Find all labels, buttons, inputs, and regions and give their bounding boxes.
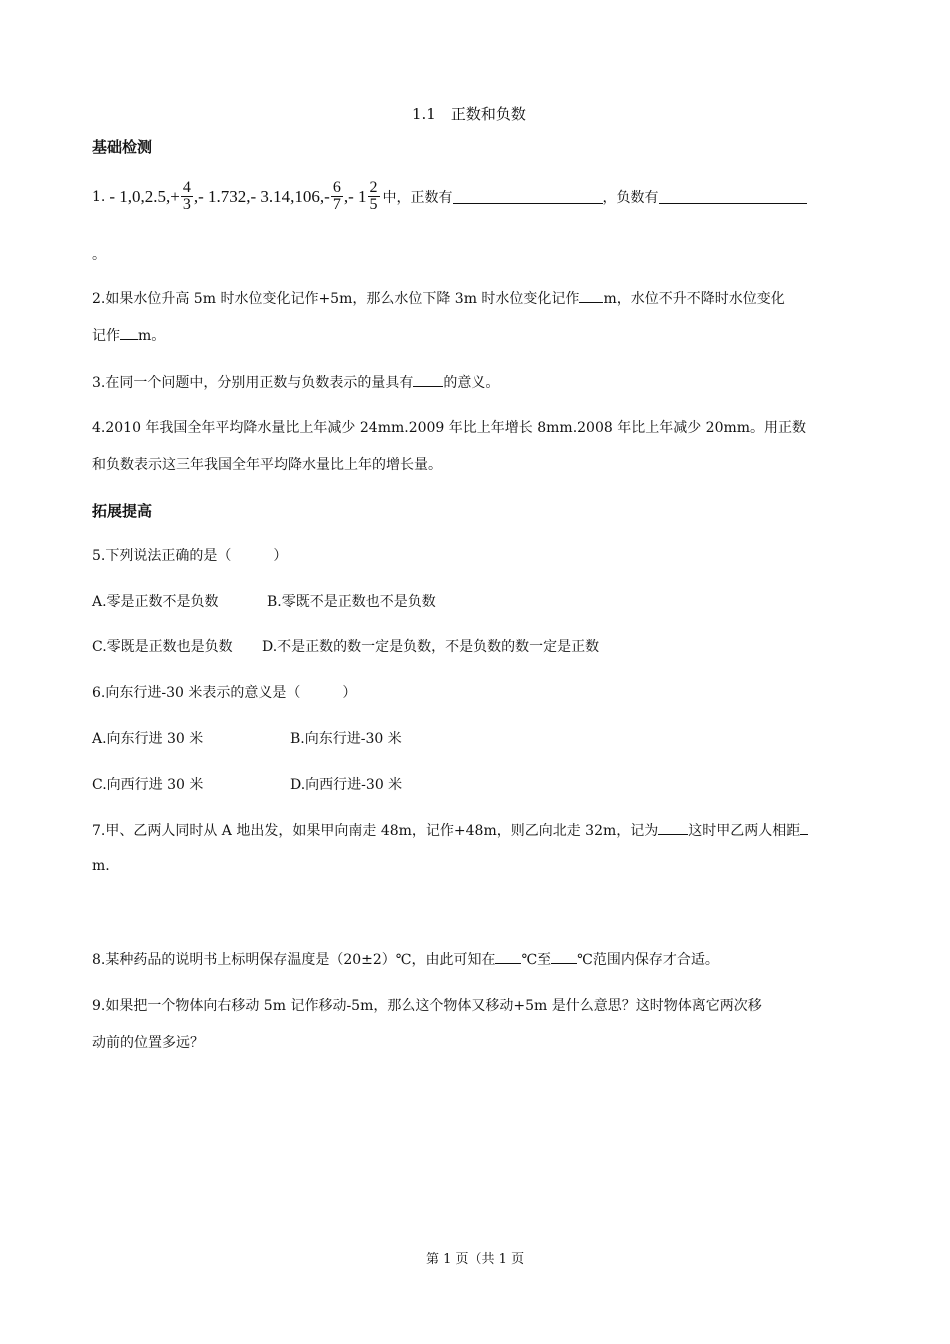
q1-fraction-6-7: $\frac{6}{7}$ bbox=[332, 179, 341, 213]
q5-option-a[interactable]: A.零是正数不是负数 bbox=[92, 594, 219, 610]
q2-blank-2[interactable] bbox=[120, 326, 138, 340]
question-7-line-2: m. bbox=[92, 858, 110, 874]
q7-blank-1[interactable] bbox=[658, 821, 688, 835]
q5-option-d[interactable]: D.不是正数的数一定是负数，不是负数的数一定是正数 bbox=[262, 639, 600, 655]
section-heading-basic: 基础检测 bbox=[92, 138, 153, 156]
question-8: 8.某种药品的说明书上标明保存温度是（20±2）℃，由此可知在 ℃至 ℃范围内保存才合适。 bbox=[92, 952, 719, 968]
q1-positive-blank[interactable] bbox=[453, 190, 603, 204]
question-6-stem: 6.向东行进-30 米表示的意义是（ ） bbox=[92, 685, 357, 701]
q6-option-d[interactable]: D.向西行进-30 米 bbox=[290, 777, 403, 793]
q1-fraction-4-3: $\frac{4}{3}$ bbox=[182, 179, 191, 213]
question-9-line-2: 动前的位置多远？ bbox=[92, 1035, 204, 1051]
q2-blank-1[interactable] bbox=[579, 289, 603, 303]
question-4-line-1: 4.2010 年我国全年平均降水量比上年减少 24mm.2009 年比上年增长 8mm.2008 年比上年减少 20mm。用正数 bbox=[92, 420, 807, 436]
question-1 bbox=[92, 180, 807, 213]
question-1-number: 1. bbox=[92, 188, 106, 205]
q8-blank-2[interactable] bbox=[551, 950, 577, 964]
q3-blank[interactable] bbox=[413, 373, 443, 387]
q5-option-b[interactable]: B.零既不是正数也不是负数 bbox=[267, 594, 436, 610]
question-7-line-1: 7.甲、乙两人同时从 A 地出发，如果甲向南走 48m，记作+48m，则乙向北走 32m，记为 这时甲乙两人相距 bbox=[92, 820, 808, 840]
q1-expression-part-a: - 1,0,2.5,+ bbox=[109, 186, 180, 206]
q7-blank-2[interactable] bbox=[800, 821, 808, 835]
section-heading-extension: 拓展提高 bbox=[92, 502, 153, 520]
q1-text-negative: ，负数有 bbox=[602, 189, 659, 206]
page-footer: 第 1 页（共 1 页 bbox=[426, 1252, 525, 1267]
question-5-stem: 5.下列说法正确的是（ ） bbox=[92, 548, 288, 564]
q6-option-c[interactable]: C.向西行进 30 米 bbox=[92, 777, 204, 793]
q1-text-positive: 中，正数有 bbox=[382, 189, 453, 206]
q6-option-b[interactable]: B.向东行进-30 米 bbox=[290, 731, 402, 747]
q1-negative-blank[interactable] bbox=[659, 190, 807, 204]
q5-option-c[interactable]: C.零既是正数也是负数 bbox=[92, 639, 233, 655]
q1-expression-part-b: ,- 1.732,- 3.14,106,- bbox=[193, 186, 330, 206]
question-3: 3.在同一个问题中，分别用正数与负数表示的量具有 的意义。 bbox=[92, 375, 500, 391]
question-4-line-2: 和负数表示这三年我国全年平均降水量比上年的增长量。 bbox=[92, 457, 442, 473]
page-title: 1.1 正数和负数 bbox=[412, 105, 526, 123]
q1-fraction-2-5: $\frac{2}{5}$ bbox=[369, 179, 378, 213]
question-2-line-2: 记作 m。 bbox=[92, 328, 166, 344]
q6-option-a[interactable]: A.向东行进 30 米 bbox=[92, 731, 204, 747]
question-9-line-1: 9.如果把一个物体向右移动 5m 记作移动-5m，那么这个物体又移动+5m 是什么意思？这时物体离它两次移 bbox=[92, 998, 762, 1014]
q1-expression-part-c: ,- 1 bbox=[343, 186, 367, 206]
q8-blank-1[interactable] bbox=[495, 950, 521, 964]
q1-ending: 。 bbox=[92, 247, 106, 263]
question-2-line-1: 2.如果水位升高 5m 时水位变化记作+5m，那么水位下降 3m 时水位变化记作 m，水位不升不降时水位变化 bbox=[92, 291, 785, 307]
